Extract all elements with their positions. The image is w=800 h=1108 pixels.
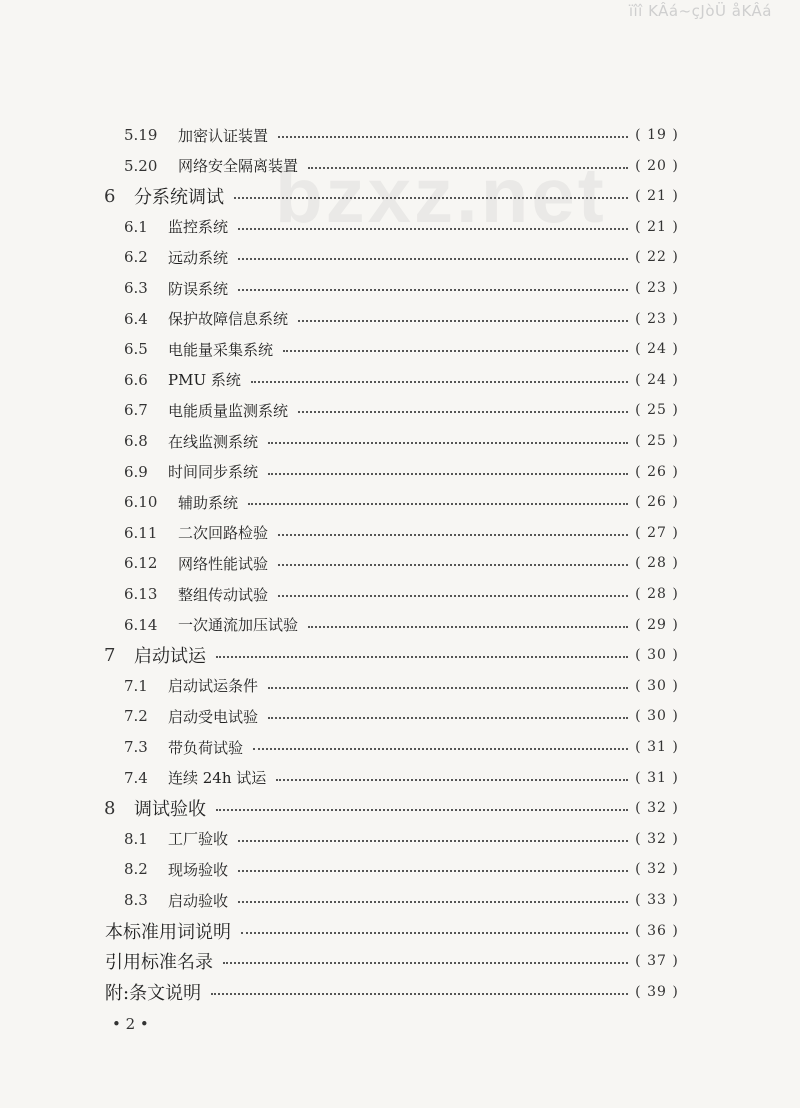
dot-leader <box>248 503 628 505</box>
dot-leader <box>238 870 628 872</box>
toc-entry[interactable] <box>0 121 800 149</box>
header-mark: ïîî KÂá~çJòÜ åKÂá <box>628 2 772 20</box>
toc-entry-page: ( 25 ) <box>635 433 679 449</box>
toc-entry-title: 现场验收 <box>168 860 229 879</box>
toc-entry-number: 8.3 <box>124 891 148 909</box>
toc-entry-title: 启动受电试验 <box>168 707 259 726</box>
toc-entry-title: 分系统调试 <box>134 187 224 209</box>
toc-entry-page: ( 30 ) <box>635 708 679 725</box>
toc-entry[interactable] <box>0 274 800 302</box>
toc-entry-title: 网络性能试验 <box>178 554 269 573</box>
toc-entry-title: 在线监测系统 <box>168 432 259 451</box>
toc-entry[interactable] <box>0 611 800 639</box>
dot-leader <box>238 289 628 291</box>
toc-entry-number: 6.1 <box>124 217 148 236</box>
toc-entry[interactable] <box>0 580 800 608</box>
toc-entry-number: 7 <box>104 644 116 666</box>
toc-entry[interactable] <box>0 427 800 455</box>
toc-entry[interactable] <box>0 213 800 241</box>
toc-entry[interactable] <box>0 243 800 271</box>
dot-leader <box>223 962 628 964</box>
toc-entry-title: 时间同步系统 <box>168 463 259 482</box>
toc-entry-number: 6.9 <box>124 462 148 481</box>
toc-entry-page: ( 39 ) <box>635 983 679 1000</box>
toc-entry[interactable] <box>0 305 800 333</box>
toc-entry-page: ( 28 ) <box>635 586 679 602</box>
dot-leader <box>308 626 628 628</box>
toc-entry[interactable] <box>0 152 800 180</box>
toc-entry-number: 6 <box>104 185 116 207</box>
toc-entry-title: 辅助系统 <box>178 493 239 512</box>
toc-entry[interactable] <box>0 886 800 914</box>
toc-entry-number: 5.20 <box>124 156 158 175</box>
toc-entry-page: ( 23 ) <box>635 310 679 327</box>
toc-entry-number: 6.2 <box>124 248 148 267</box>
toc-entry-page: ( 30 ) <box>635 677 679 694</box>
toc-entry-title: 一次通流加压试验 <box>178 616 299 635</box>
toc-entry[interactable] <box>0 641 800 669</box>
dot-leader <box>268 473 628 475</box>
toc-entry[interactable] <box>0 794 800 822</box>
dot-leader <box>241 932 628 934</box>
toc-entry-page: ( 36 ) <box>635 922 679 939</box>
toc-entry-number: 8.2 <box>124 860 148 879</box>
toc-entry[interactable] <box>0 855 800 883</box>
toc-entry[interactable] <box>0 335 800 363</box>
toc-entry-title: 启动验收 <box>168 891 229 910</box>
toc-entry-number: 8.1 <box>124 829 148 848</box>
dot-leader <box>234 197 628 199</box>
toc-entry-page: ( 32 ) <box>635 800 679 817</box>
toc-entry[interactable] <box>0 733 800 761</box>
toc-entry-number: 7.3 <box>124 738 148 756</box>
toc-entry-page: ( 19 ) <box>635 127 679 143</box>
toc-entry-number: 6.13 <box>124 585 158 603</box>
toc-entry-page: ( 25 ) <box>635 402 679 419</box>
dot-leader <box>268 717 628 719</box>
toc-entry-page: ( 26 ) <box>635 494 679 511</box>
toc-entry-page: ( 32 ) <box>635 861 679 878</box>
toc-entry-number: 6.10 <box>124 493 158 512</box>
toc-entry-title: 整组传动试验 <box>178 585 269 604</box>
toc-entry-title: 电能量采集系统 <box>168 340 274 359</box>
toc-entry-title: 加密认证装置 <box>178 126 269 145</box>
toc-entry[interactable] <box>0 672 800 700</box>
toc-entry-page: ( 26 ) <box>635 463 679 480</box>
toc-entry-title: 电能质量监测系统 <box>168 401 289 420</box>
dot-leader <box>238 901 628 903</box>
toc-entry-number: 6.4 <box>124 309 148 328</box>
toc-entry-title: 启动试运条件 <box>168 677 259 696</box>
toc-entry-number: 5.19 <box>124 126 158 144</box>
toc-entry-number: 6.14 <box>124 615 158 634</box>
dot-leader <box>278 564 628 566</box>
toc-entry-title: 引用标准名录 <box>105 952 213 974</box>
toc-entry-number: 6.12 <box>124 554 158 573</box>
toc-entry[interactable] <box>0 366 800 394</box>
watermark: bzxz.net <box>275 151 607 239</box>
toc-entry-title: 网络安全隔离装置 <box>178 157 299 176</box>
toc-entry[interactable] <box>0 396 800 424</box>
toc-entry-title: 本标准用词说明 <box>105 921 231 943</box>
toc-entry-page: ( 24 ) <box>635 341 679 358</box>
dot-leader <box>278 534 628 536</box>
dot-leader <box>238 228 628 230</box>
toc-entry[interactable] <box>0 458 800 486</box>
toc-entry-title: 调试验收 <box>134 799 206 821</box>
dot-leader <box>238 258 628 260</box>
toc-entry[interactable] <box>0 917 800 945</box>
toc-entry-number: 7.4 <box>124 768 148 787</box>
dot-leader <box>211 993 628 995</box>
dot-leader <box>283 350 628 352</box>
toc-entry-number: 6.3 <box>124 279 148 297</box>
toc-entry-number: 7.2 <box>124 707 148 726</box>
toc-entry[interactable] <box>0 978 800 1006</box>
toc-entry[interactable] <box>0 182 800 210</box>
toc-entry-number: 8 <box>104 797 116 819</box>
dot-leader <box>216 809 628 811</box>
toc-entry-number: 6.8 <box>124 432 148 450</box>
toc-entry-title: 附:条文说明 <box>105 982 202 1004</box>
toc-entry-title: 防误系统 <box>168 279 229 298</box>
toc-entry-page: ( 32 ) <box>635 830 679 847</box>
dot-leader <box>216 656 628 658</box>
toc-entry-page: ( 23 ) <box>635 280 679 296</box>
toc-entry-title: 连续 24h 试运 <box>168 769 267 788</box>
toc-entry-page: ( 21 ) <box>635 218 679 235</box>
toc-entry-title: 带负荷试验 <box>168 738 244 757</box>
toc-entry-title: 保护故障信息系统 <box>168 310 289 329</box>
toc-entry[interactable] <box>0 549 800 577</box>
dot-leader <box>268 687 628 689</box>
dot-leader <box>253 748 628 750</box>
toc-entry-title: PMU 系统 <box>168 371 241 390</box>
toc-entry-number: 6.5 <box>124 340 148 359</box>
toc-entry-title: 工厂验收 <box>168 830 229 849</box>
toc-entry[interactable] <box>0 519 800 547</box>
toc-entry-number: 7.1 <box>124 676 148 695</box>
toc-entry-page: ( 31 ) <box>635 739 679 755</box>
toc-entry-page: ( 31 ) <box>635 769 679 786</box>
dot-leader <box>308 167 628 169</box>
toc-entry-number: 6.11 <box>124 523 158 542</box>
dot-leader <box>278 136 628 138</box>
toc-entry-page: ( 20 ) <box>635 157 679 174</box>
toc-entry-title: 监控系统 <box>168 218 229 237</box>
dot-leader <box>238 840 628 842</box>
dot-leader <box>251 381 628 383</box>
dot-leader <box>298 411 628 413</box>
dot-leader <box>268 442 628 444</box>
dot-leader <box>278 595 628 597</box>
toc-entry-page: ( 29 ) <box>635 616 679 633</box>
toc-entry-page: ( 21 ) <box>635 188 679 205</box>
toc-entry[interactable] <box>0 702 800 730</box>
toc-entry-number: 6.7 <box>124 401 148 420</box>
toc-entry[interactable] <box>0 764 800 792</box>
toc-entry[interactable] <box>0 825 800 853</box>
toc-entry-title: 启动试运 <box>134 646 206 668</box>
dot-leader <box>298 320 628 322</box>
toc-entry-page: ( 33 ) <box>635 892 679 908</box>
toc-entry-title: 远动系统 <box>168 248 229 267</box>
page-number: • 2 • <box>112 1015 149 1033</box>
toc-entry-title: 二次回路检验 <box>178 524 269 543</box>
toc-entry-page: ( 30 ) <box>635 647 679 664</box>
toc-entry-number: 6.6 <box>124 370 148 389</box>
toc-entry-page: ( 28 ) <box>635 555 679 572</box>
toc-entry-page: ( 22 ) <box>635 249 679 266</box>
toc-entry[interactable] <box>0 488 800 516</box>
toc-entry-page: ( 27 ) <box>635 524 679 541</box>
toc-entry-page: ( 24 ) <box>635 371 679 388</box>
toc-entry[interactable] <box>0 947 800 975</box>
dot-leader <box>276 779 628 781</box>
toc-entry-page: ( 37 ) <box>635 953 679 970</box>
